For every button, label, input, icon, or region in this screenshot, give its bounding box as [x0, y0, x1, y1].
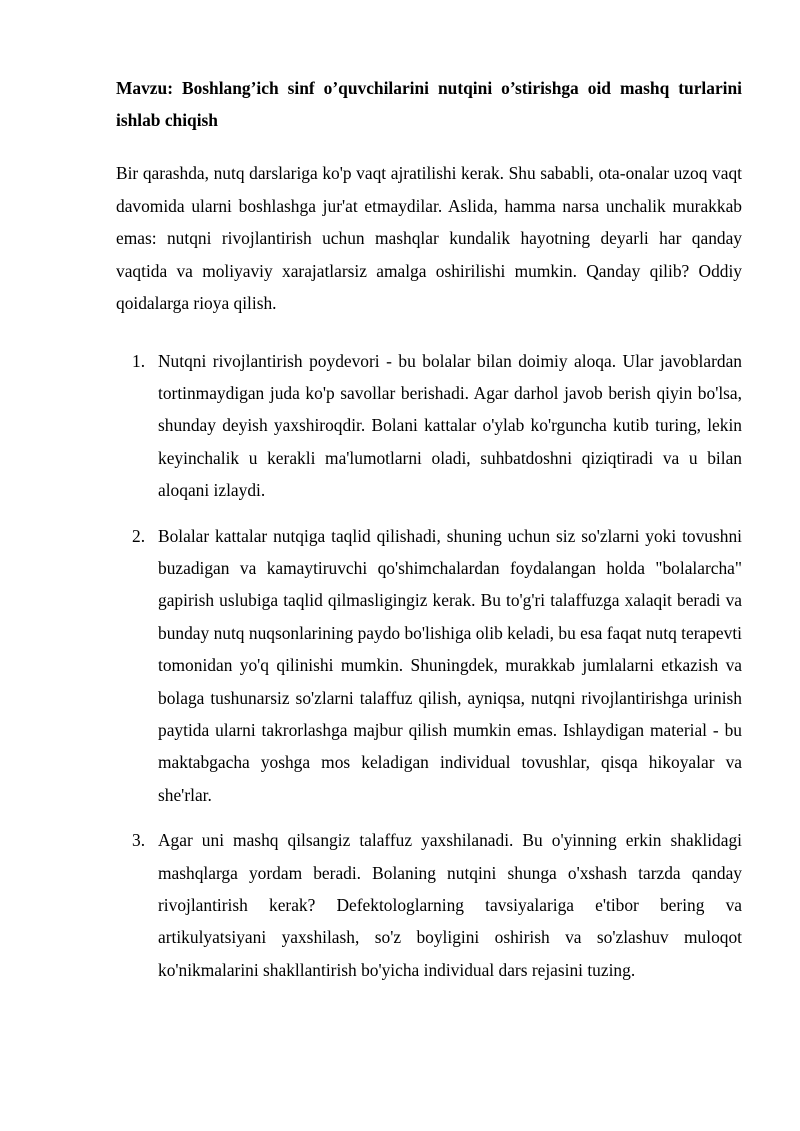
list-item [116, 345, 742, 507]
list-item [116, 824, 742, 986]
list-item-number: 1. [132, 350, 146, 371]
list-item [116, 520, 742, 812]
document-title: Mavzu: Boshlang’ich sinf o’quvchilarini nutqini o’stirishga oid mashq turlarini ishlab chiqish [116, 78, 742, 130]
document-page [116, 72, 742, 999]
list-item-number: 3. [132, 830, 146, 851]
list-item-text: Agar uni mashq qilsangiz talaffuz yaxshilanadi. Bu o'yinning erkin shaklidagi mashqlarga yordam beradi. Bolaning nutqini shunga o'xshash tarzda qanday rivojlantirish kerak? Defektologlarning tavsiyalariga e'tibor bering va artikulyatsiyani yaxshilash, so'z boyligini oshirish va so'zlashuv muloqot ko'nikmalarini shakllantirish bo'yicha individual dars rejasini tuzing. [158, 830, 742, 980]
list-item-text: Nutqni rivojlantirish poydevori - bu bolalar bilan doimiy aloqa. Ular javoblardan tortinmaydigan juda ko'p savollar berishadi. Agar darhol javob berish qiyin bo'lsa, shunday deyish yaxshiroqdir. Bolani kattalar o'ylab ko'rguncha kutib turing, lekin keyinchalik u kerakli ma'lumotlarni oladi, suhbatdoshni qiziqtiradi va u bilan aloqani izlaydi. [158, 350, 742, 501]
list-item-text: Bolalar kattalar nutqiga taqlid qilishadi, shuning uchun siz so'zlarni yoki tovushni buzadigan va kamaytiruvchi qo'shimchalardan foydalangan holda "bolalarcha" gapirish uslubiga taqlid qilmasligingiz kerak. Bu to'g'ri talaffuzga xalaqit beradi va bunday nutq nuqsonlarining paydo bo'lishiga olib keladi, bu esa faqat nutq terapevti tomonidan yo'q qilinishi mumkin. Shuningdek, murakkab jumlalarni etkazish va bolaga tushunarsiz so'zlarni talaffuz qilish, ayniqsa, nutqni rivojlantirishga urinish paytida ularni takrorlashga majbur qilish mumkin emas. Ishlaydigan material - bu maktabgacha yoshga mos keladigan individual tovushlar, qisqa hikoyalar va she'rlar. [158, 525, 742, 805]
numbered-list [116, 345, 742, 987]
list-item-number: 2. [132, 525, 146, 546]
intro-paragraph: Bir qarashda, nutq darslariga ko'p vaqt ajratilishi kerak. Shu sababli, ota-onalar uzoq vaqt davomida ularni boshlashga jur'at etmaydilar. Aslida, hamma narsa unchalik murakkab emas: nutqni rivojlantirish uchun mashqlar kundalik hayotning deyarli har qanday vaqtida va moliyaviy xarajatlarsiz amalga oshirilishi mumkin. Qanday qilib? Oddiy qoidalarga rioya qilish. [116, 163, 742, 313]
